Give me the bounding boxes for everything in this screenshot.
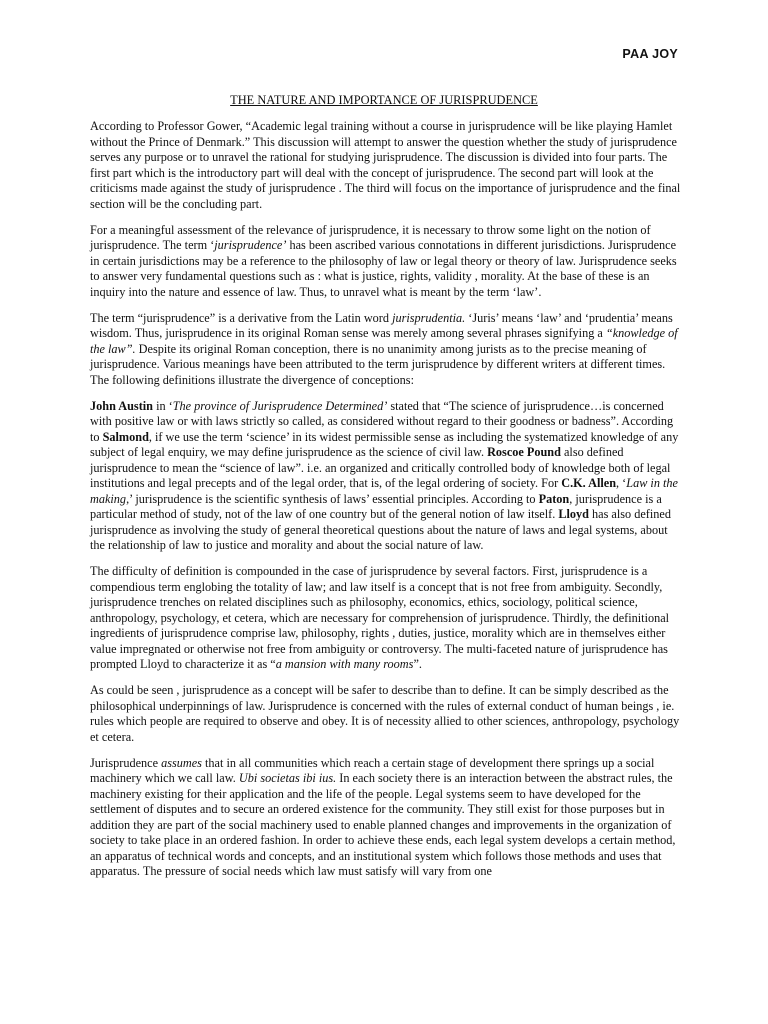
p1-text: According to Professor Gower, “Academic legal training without a course in jurisprudence will be like playing Hamlet without the Prince of Denmark.” This discussion will attempt to answer the question whether the study of jurisprudence serves any purpose or to unravel the rational for studying jurisprudence. The discussion is divided into four parts. The first part which is the introductory part will deal with the concept of jurisprudence. The second part will look at the criticisms made against the study of jurisprudence . The third will focus on the importance of jurisprudence and the final section will be the concluding part. — [90, 119, 681, 211]
paragraph-introduction — [90, 119, 682, 212]
p2-a: For a meaningful assessment of the relevance of jurisprudence, it is necessary to throw some light on the notion of jurisprudence. The term ‘ — [90, 222, 651, 252]
p7-e: In each society there is an interaction between the abstract rules, the machinery existing for their application and the life of the people. Legal systems seem to have developed for the settlement of disputes and to secure an ordered existence for the community. They still exist for those purposes but in addition they are part of the social machinery used to enable planned changes and improvements in the organization of society to take place in an ordered fashion. In order to achieve these ends, each legal system develops a certain method, an apparatus of technical words and concepts, and an institutional system which follows those methods and uses that apparatus. The pressure of social needs which law must satisfy will vary from one — [90, 771, 676, 878]
paragraph-description — [90, 683, 682, 745]
p7-c: that in all communities which reach a certain stage of development there springs up a social machinery which we call law. — [90, 755, 655, 785]
p4-n: , jurisprudence is a particular method of study, not of the law of one country but of the general notion of law itself. — [90, 491, 662, 521]
p5-c: ”. — [413, 657, 422, 671]
paragraph-assumptions — [90, 756, 682, 880]
paragraph-notion — [90, 223, 682, 301]
p3-b: jurisprudentia. — [392, 310, 466, 325]
p2-c: has been ascribed various connotations in different jurisdictions. Jurisprudence in certain jurisdictions may be a reference to the philosophy of law or legal theory or theory of law. Jurisprudence seeks to answer very fundamental questions such as : what is justice, rights, validity , morality. At the base of these is an inquiry into the nature and essence of law. Thus, to unravel what is meant by the term ‘law’. — [90, 238, 677, 299]
p5-b: a mansion with many rooms — [275, 657, 414, 671]
p4-p: has also defined jurisprudence as involving the study of general theoretical questions about the nature of laws and legal systems, about the relationship of law to justice and morality and about the social nature of law. — [90, 507, 671, 552]
p4-e: Salmond — [102, 429, 149, 444]
p3-c: ‘Juris’ means ‘law’ and ‘prudentia’ means wisdom. Thus, jurisprudence in its original Roman sense was merely among several phrases signifying a — [90, 310, 673, 340]
p5-a: The difficulty of definition is compounded in the case of jurisprudence by several factors. First, jurisprudence is a compendious term englobing the totality of law; and law itself is a concept that is not free from ambiguity. Secondly, jurisprudence trenches on related disciplines such as philosophy, economics, ethics, sociology, political science, anthropology, psychology, et cetera, which are necessary for comprehension of jurisprudence. Thirdly, the definitional ingredients of jurisprudence comprise law, philosophy, rights , duties, justice, morality which are in themselves either value impregnated or otherwise not free from ambiguity or controversy. The multi-faceted nature of jurisprudence has prompted Lloyd to characterize it as “ — [90, 564, 670, 671]
paragraph-definitions — [90, 399, 682, 554]
p4-c: The province of Jurisprudence Determined’ — [172, 398, 388, 413]
author-header: PAA JOY — [622, 47, 678, 61]
p4-o: Lloyd — [558, 507, 589, 521]
p7-d: Ubi societas ibi ius. — [238, 771, 337, 785]
p4-b: in ‘ — [153, 398, 173, 413]
p4-l: ,’ jurisprudence is the scientific synthesis of laws’ essential principles. According to — [126, 491, 539, 506]
paragraph-etymology — [90, 311, 682, 389]
p7-a: Jurisprudence — [90, 755, 162, 770]
p3-a: The term “jurisprudence” is a derivative from the Latin word — [90, 310, 393, 325]
document-body — [90, 119, 682, 890]
p4-f: , if we use the term ‘science’ in its widest permissible sense as including the systematized knowledge of any subject of legal enquiry, we may define jurisprudence as the science of civil law. — [90, 429, 679, 459]
p3-e: Despite its original Roman conception, there is no unanimity among jurists as to the precise meaning of jurisprudence. Various meanings have been attributed to the term jurisprudence by different writers at different times. The following definitions illustrate the divergence of conceptions: — [90, 341, 666, 387]
paragraph-difficulty — [90, 564, 682, 673]
p4-h: also defined jurisprudence to mean the “science of law”. i.e. an organized and critically controlled body of knowledge both of legal institutions and legal precepts and of the legal order, that is, of the legal ordering of society. For — [90, 445, 671, 490]
p4-m: Paton — [538, 491, 570, 506]
p2-b: jurisprudence’ — [214, 238, 287, 252]
p4-j: , ‘ — [616, 476, 627, 490]
p4-k: Law in the making — [90, 476, 678, 506]
p4-g: Roscoe Pound — [487, 445, 561, 459]
p6-text: As could be seen , jurisprudence as a concept will be safer to describe than to define. It can be simply described as the philosophical underpinnings of law. Jurisprudence is concerned with the rules of external conduct of human beings , ie. rules which people are required to observe and obey. It is of necessity allied to other sciences, anthropology, psychology et cetera. — [90, 683, 680, 744]
document-title: THE NATURE AND IMPORTANCE OF JURISPRUDENCE — [230, 93, 538, 107]
p7-b: assumes — [161, 755, 202, 770]
p4-d: stated that “The science of jurisprudence…is concerned with positive law or with laws strictly so called, as considered without regard to their goodness or badness”. According to — [90, 398, 674, 444]
p3-d: “knowledge of the law”. — [90, 326, 678, 356]
p4-a: John Austin — [90, 398, 153, 413]
p4-i: C.K. Allen — [561, 476, 617, 490]
